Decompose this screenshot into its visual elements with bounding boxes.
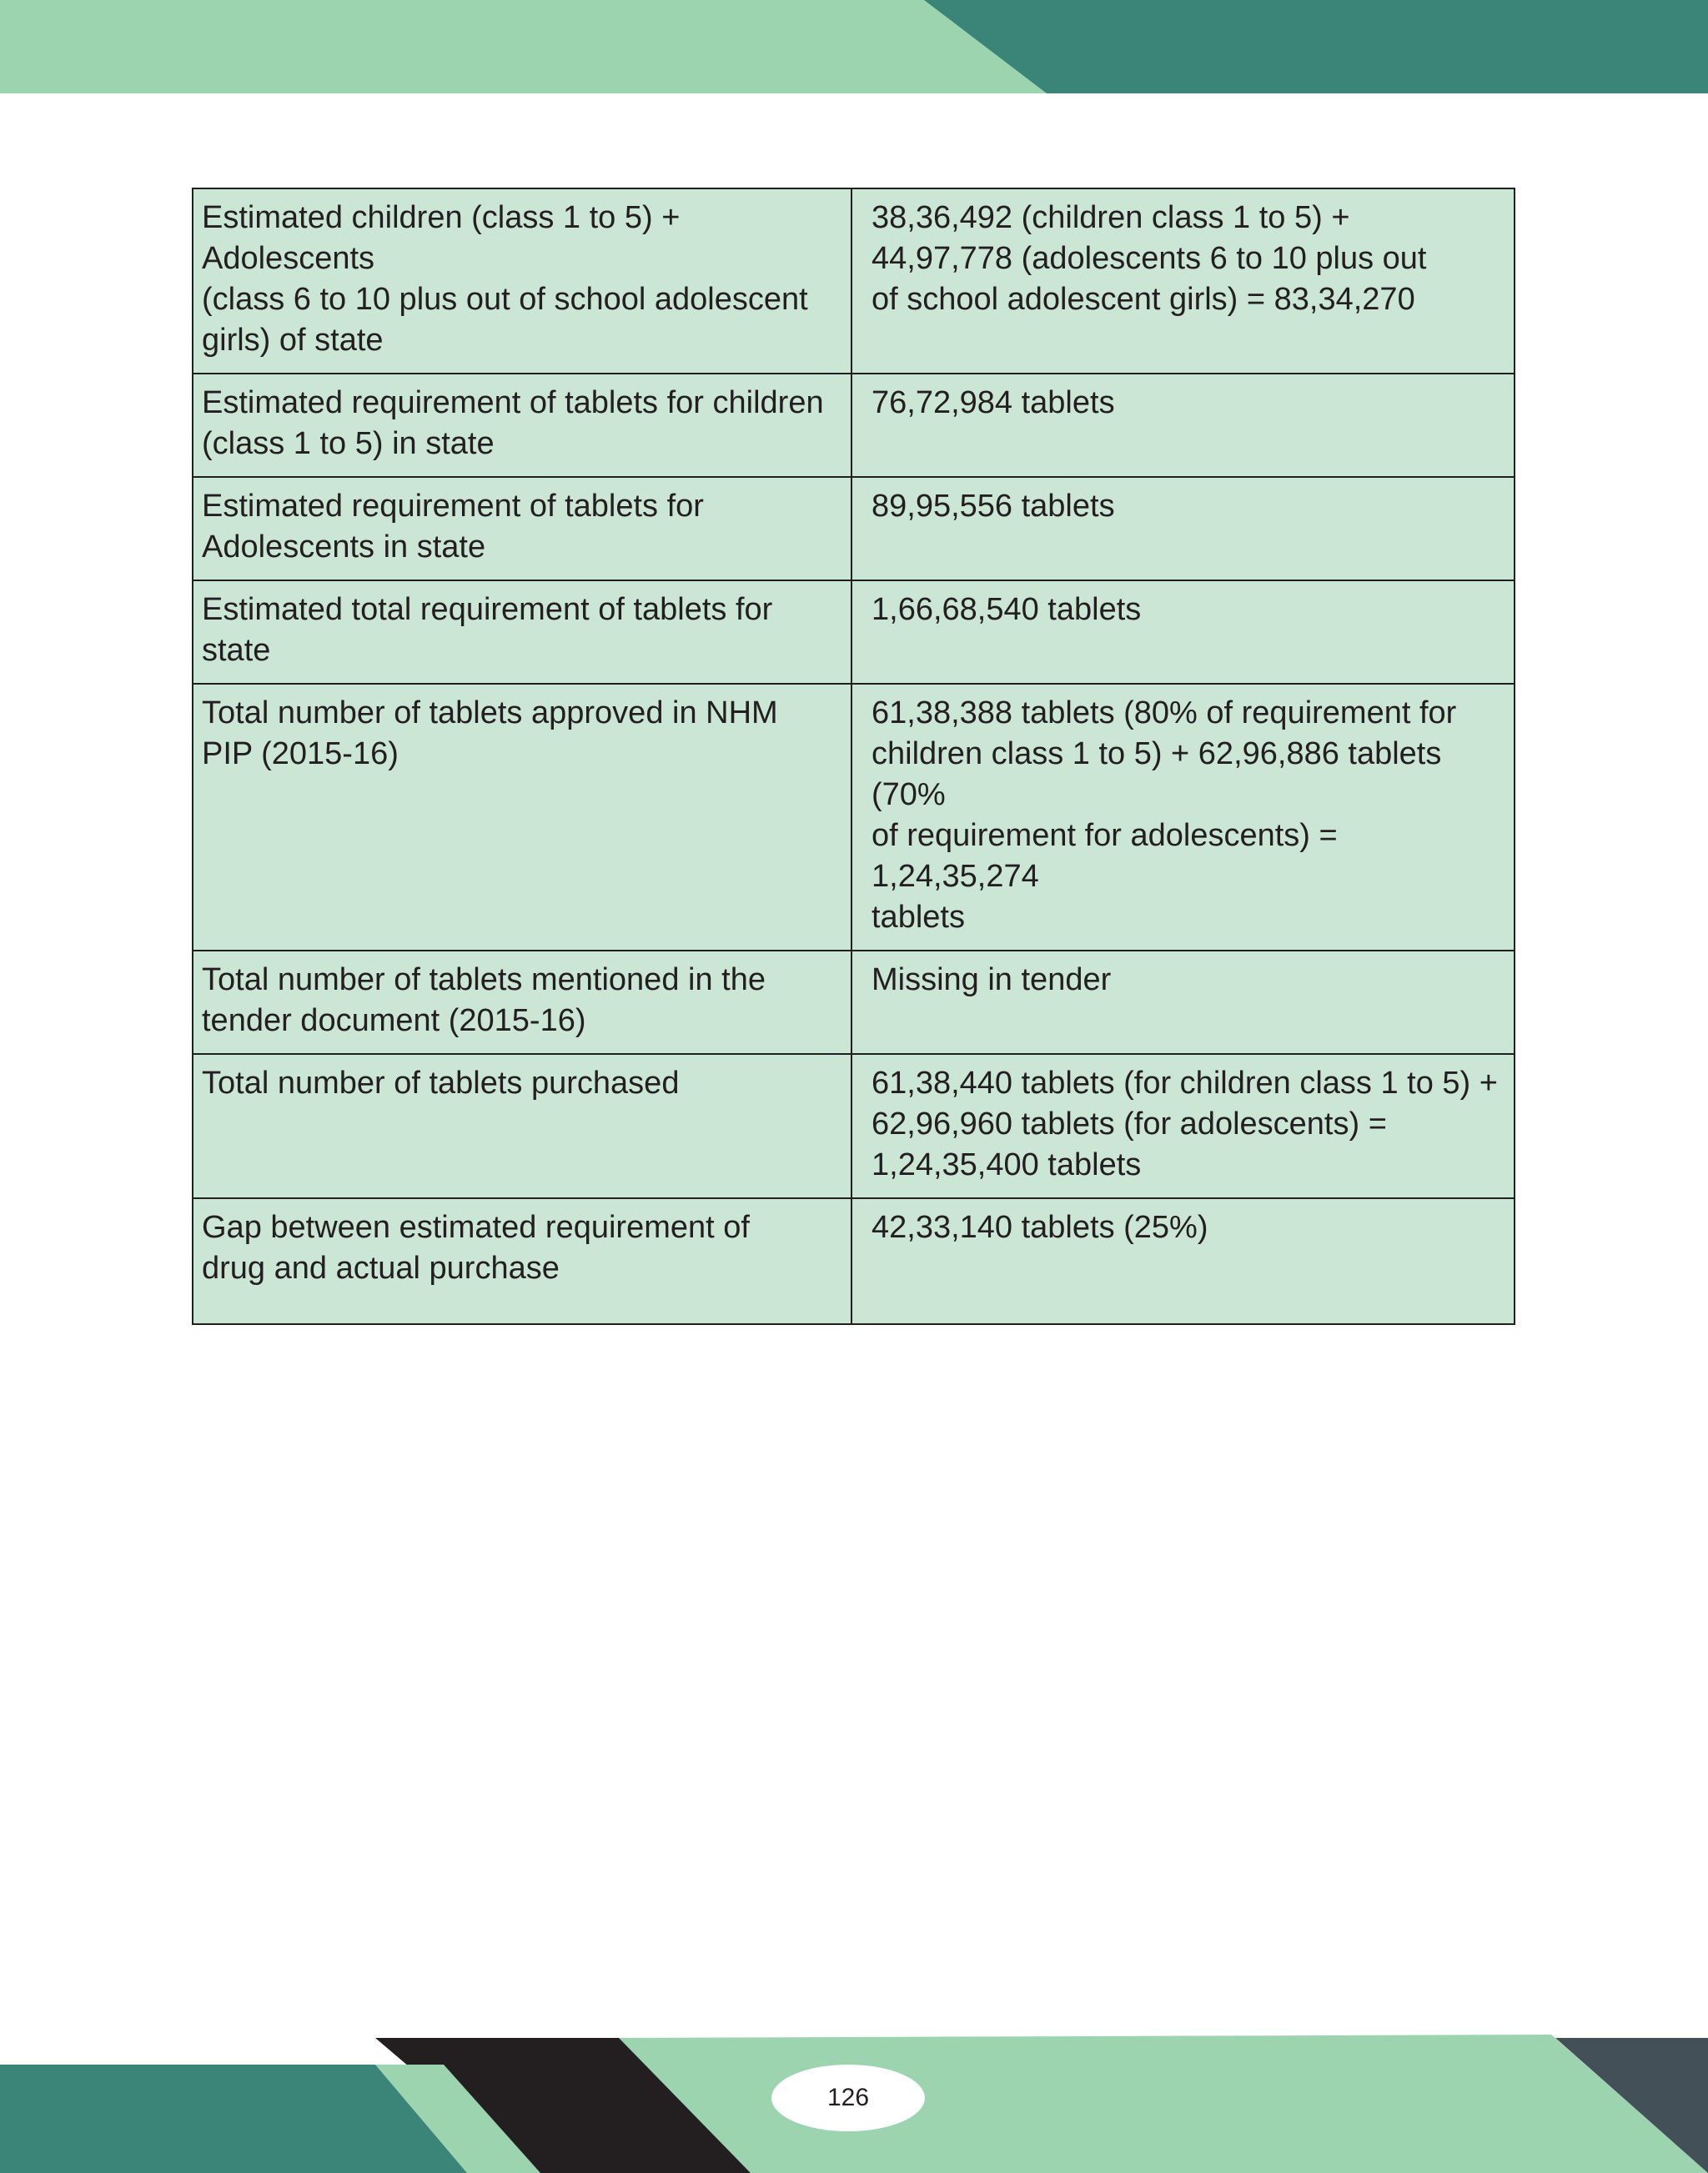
- row-label: Total number of tablets mentioned in the tender document (2015-16): [193, 951, 851, 1054]
- row-label: Total number of tablets purchased: [193, 1054, 851, 1198]
- header-dark-teal-shape: [924, 0, 1708, 93]
- row-value: 61,38,440 tablets (for children class 1 to 5) + 62,96,960 tablets (for adolescents) = 1,24,35,400 tablets: [851, 1054, 1515, 1198]
- row-value: Missing in tender: [851, 951, 1515, 1054]
- table-row: [193, 1198, 1515, 1324]
- table-row: [193, 188, 1515, 374]
- table-row: [193, 580, 1515, 684]
- row-label: Gap between estimated requirement of drug and actual purchase: [193, 1198, 851, 1324]
- row-value: 1,66,68,540 tablets: [851, 580, 1515, 684]
- row-value: 42,33,140 tablets (25%): [851, 1198, 1515, 1324]
- table-row: [193, 951, 1515, 1054]
- row-label: Estimated children (class 1 to 5) + Adolescents (class 6 to 10 plus out of school adolescent girls) of state: [193, 188, 851, 374]
- table-row: [193, 374, 1515, 477]
- table-row: [193, 477, 1515, 580]
- header-light-green-shape: [0, 0, 1047, 93]
- row-label: Total number of tablets approved in NHM PIP (2015-16): [193, 684, 851, 951]
- row-value: 89,95,556 tablets: [851, 477, 1515, 580]
- page-number: 126: [771, 2065, 925, 2131]
- table-row: [193, 684, 1515, 951]
- row-label: Estimated requirement of tablets for Adolescents in state: [193, 477, 851, 580]
- table-row: [193, 1054, 1515, 1198]
- row-value: 76,72,984 tablets: [851, 374, 1515, 477]
- row-value: 38,36,492 (children class 1 to 5) + 44,97,778 (adolescents 6 to 10 plus out of school adolescent girls) = 83,34,270: [851, 188, 1515, 374]
- tablet-requirement-table: [192, 188, 1515, 1325]
- row-label: Estimated requirement of tablets for children (class 1 to 5) in state: [193, 374, 851, 477]
- header-decorative-band: [0, 0, 1708, 93]
- row-label: Estimated total requirement of tablets for state: [193, 580, 851, 684]
- row-value: 61,38,388 tablets (80% of requirement for children class 1 to 5) + 62,96,886 tablets (70% of requirement for adolescents) = 1,24,35,274 tablets: [851, 684, 1515, 951]
